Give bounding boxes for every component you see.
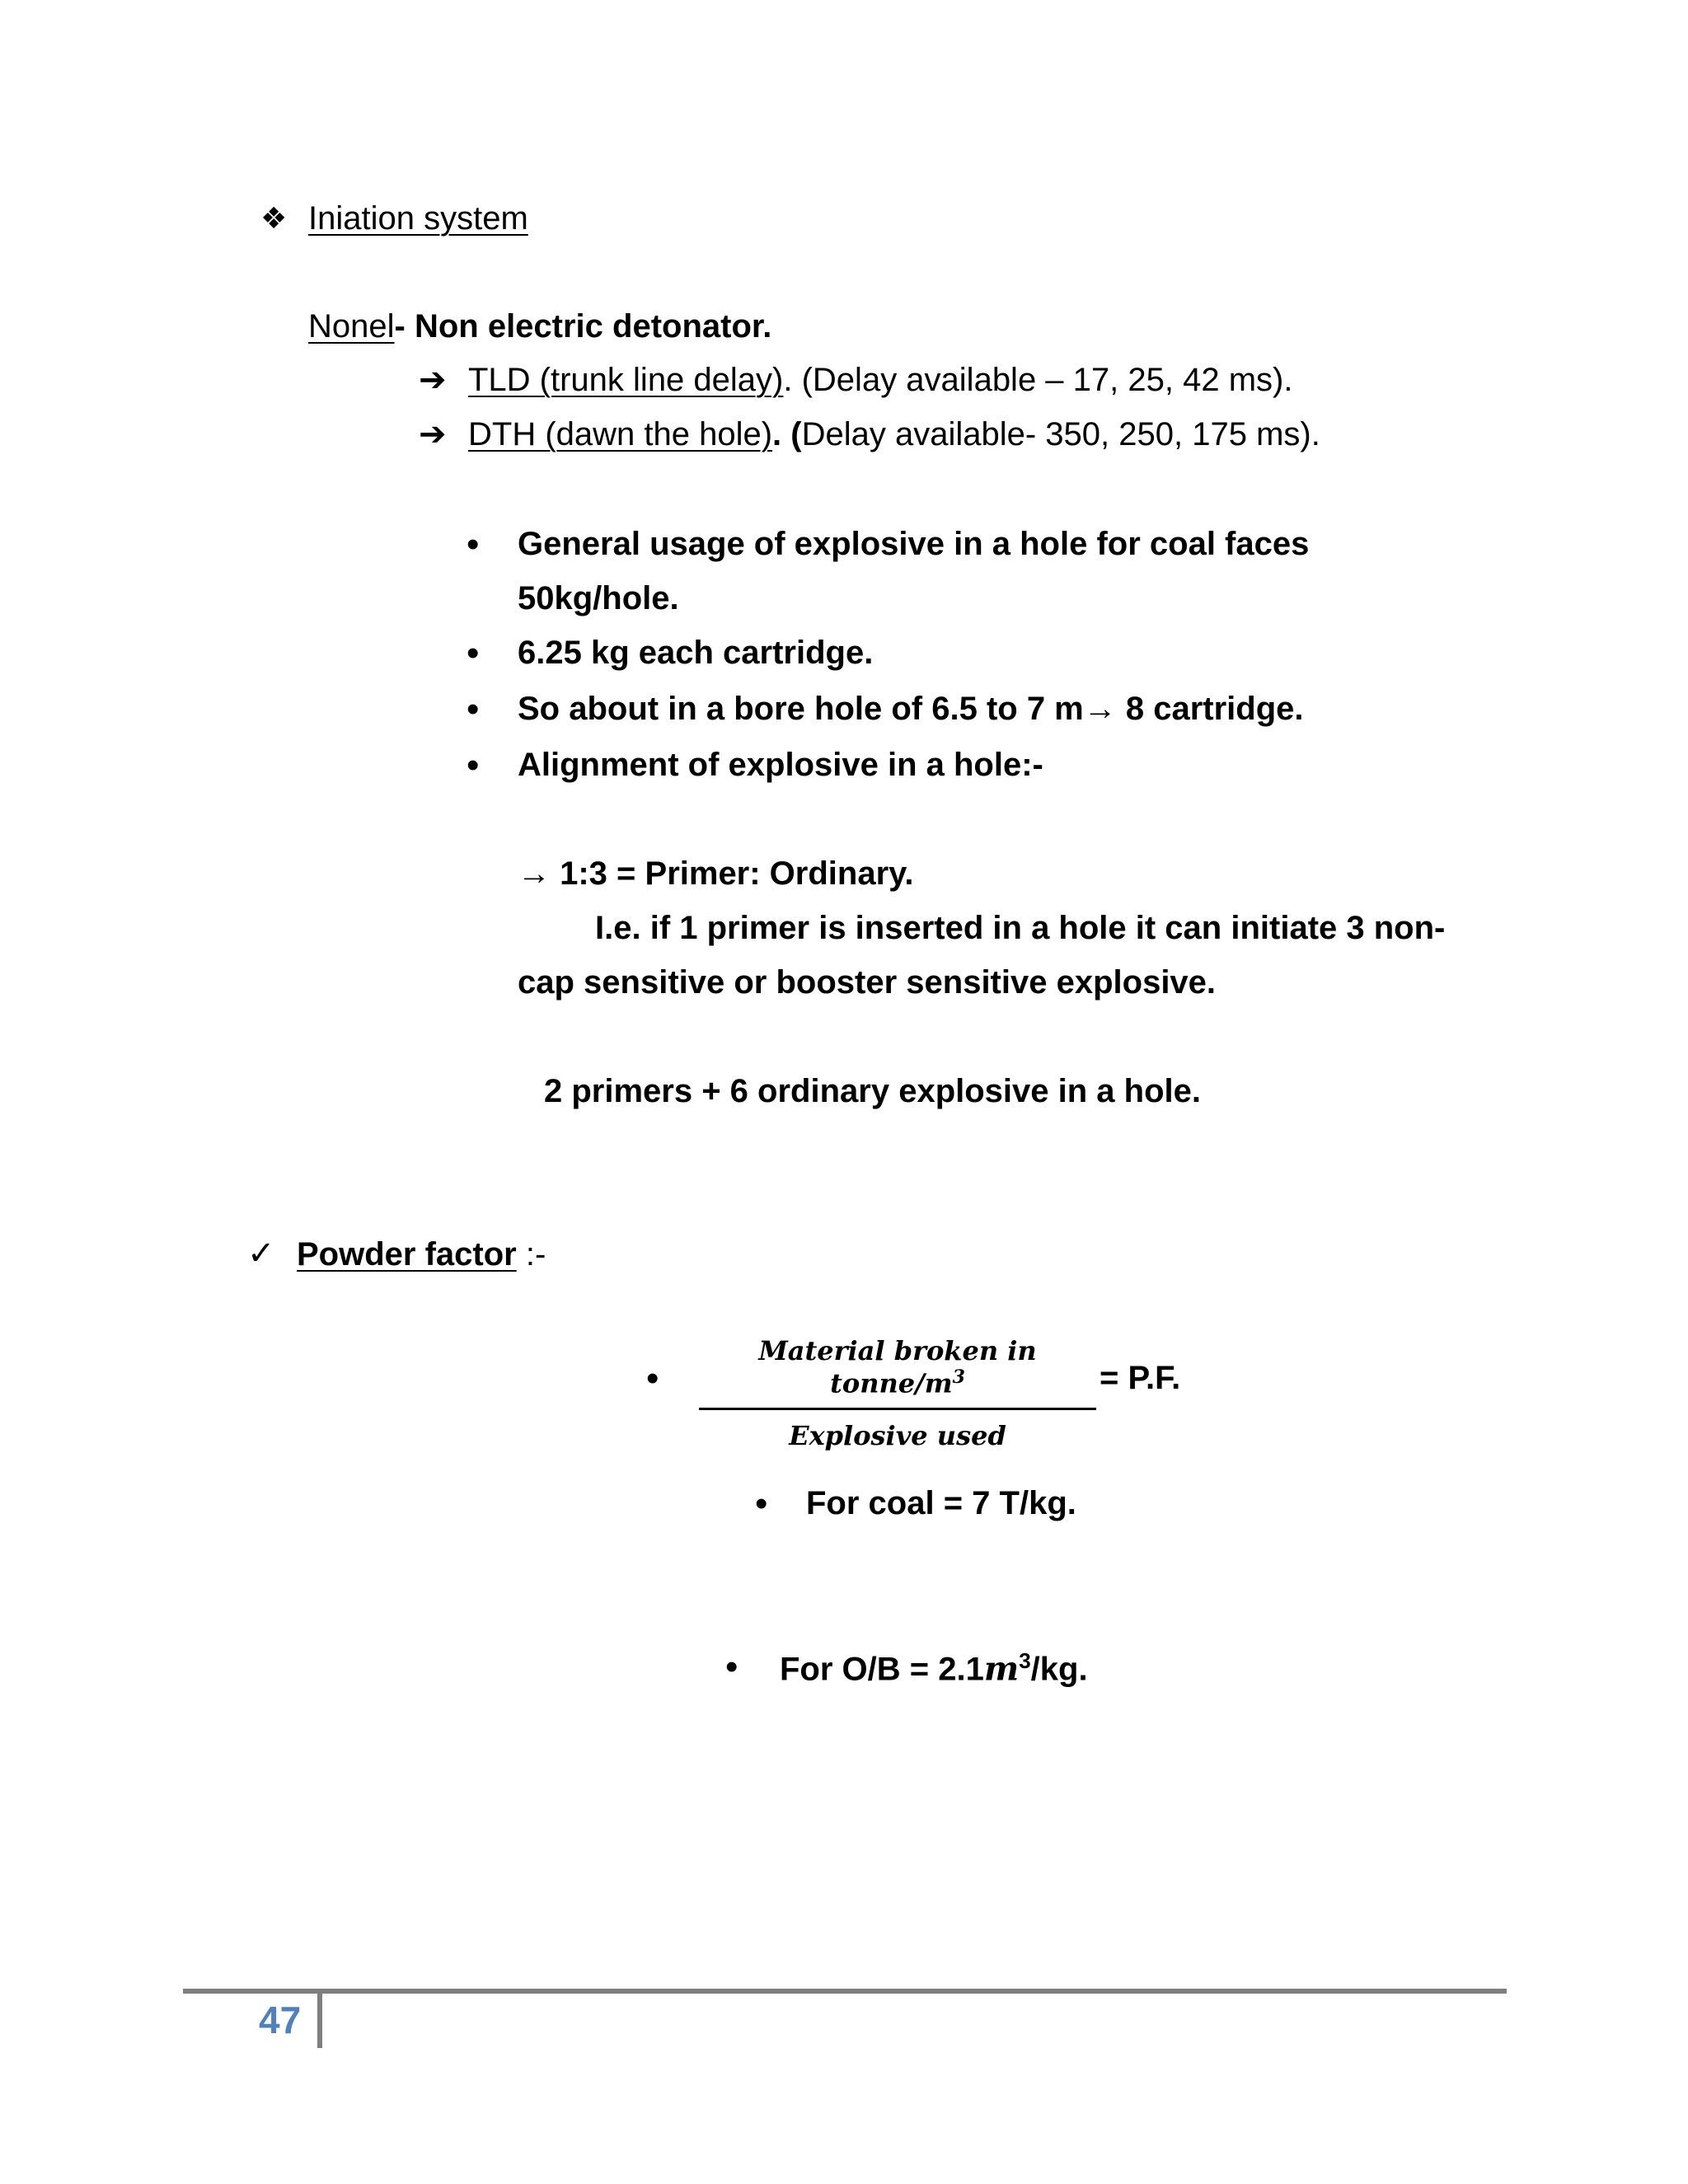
section-heading-initiation: Iniation system bbox=[308, 200, 528, 237]
coal-value: For coal = 7 T/kg. bbox=[806, 1485, 1076, 1521]
bullet-bore-hole: So about in a bore hole of 6.5 to 7 m→ 8 cartridge. bbox=[518, 691, 1304, 727]
section-heading-powder-factor bbox=[297, 1236, 546, 1273]
dth-punct: . ( bbox=[772, 416, 802, 452]
powder-factor-title: Powder factor bbox=[297, 1236, 517, 1272]
ratio-line: → 1:3 = Primer: Ordinary. bbox=[518, 855, 914, 892]
diamond-bullet-icon: ❖ bbox=[260, 201, 288, 235]
tld-label: TLD (trunk line delay) bbox=[468, 362, 784, 398]
bullet-usage-line2: 50kg/hole. bbox=[518, 580, 679, 616]
nonel-label: Nonel bbox=[308, 308, 395, 344]
bullet-dot-icon: • bbox=[467, 745, 480, 785]
tld-line bbox=[468, 362, 1292, 399]
bullet-cartridge: 6.25 kg each cartridge. bbox=[518, 635, 874, 671]
fraction-numerator: Material broken in tonne/$m^3$ bbox=[699, 1335, 1096, 1410]
powder-factor-suffix: :- bbox=[516, 1236, 546, 1272]
footer-divider bbox=[317, 1994, 322, 2048]
footer-rule bbox=[183, 1989, 1507, 1994]
tld-desc: . (Delay available – 17, 25, 42 ms). bbox=[783, 362, 1293, 398]
ratio-note-line1: I.e. if 1 primer is inserted in a hole it can initiate 3 non- bbox=[595, 910, 1446, 946]
page-number: 47 bbox=[259, 1999, 302, 2041]
arrow-right-icon: → bbox=[1083, 691, 1117, 727]
arrow-right-icon: ➔ bbox=[419, 362, 447, 398]
powder-factor-fraction bbox=[699, 1335, 1096, 1451]
bullet-usage-line1: General usage of explosive in a hole for coal faces bbox=[518, 526, 1310, 562]
dth-line bbox=[468, 416, 1320, 453]
ratio-note-line2: cap sensitive or booster sensitive explosive. bbox=[518, 964, 1217, 1001]
arrow-right-icon: → bbox=[518, 855, 551, 892]
arrow-right-icon: ➔ bbox=[419, 416, 447, 452]
primer-summary: 2 primers + 6 ordinary explosive in a hole. bbox=[544, 1073, 1201, 1109]
bullet-dot-icon: • bbox=[646, 1358, 659, 1399]
nonel-desc: - Non electric detonator. bbox=[394, 308, 772, 344]
bullet-dot-icon: • bbox=[467, 633, 480, 673]
nonel-line bbox=[308, 308, 771, 345]
bullet-dot-icon: • bbox=[725, 1647, 738, 1687]
bullet-dot-icon: • bbox=[467, 689, 480, 729]
ob-value: For $O/B = 2.1m^3/kg$. bbox=[780, 1648, 1088, 1689]
formula-result: = P.F. bbox=[1100, 1360, 1181, 1396]
bullet-dot-icon: • bbox=[755, 1483, 768, 1524]
bullet-dot-icon: • bbox=[467, 524, 480, 565]
dth-label: DTH (dawn the hole) bbox=[468, 416, 773, 452]
dth-desc: Delay available- 350, 250, 175 ms). bbox=[801, 416, 1320, 452]
check-icon: ✓ bbox=[247, 1235, 275, 1272]
fraction-denominator: Explosive used bbox=[789, 1419, 1006, 1451]
bullet-alignment: Alignment of explosive in a hole:- bbox=[518, 747, 1043, 783]
